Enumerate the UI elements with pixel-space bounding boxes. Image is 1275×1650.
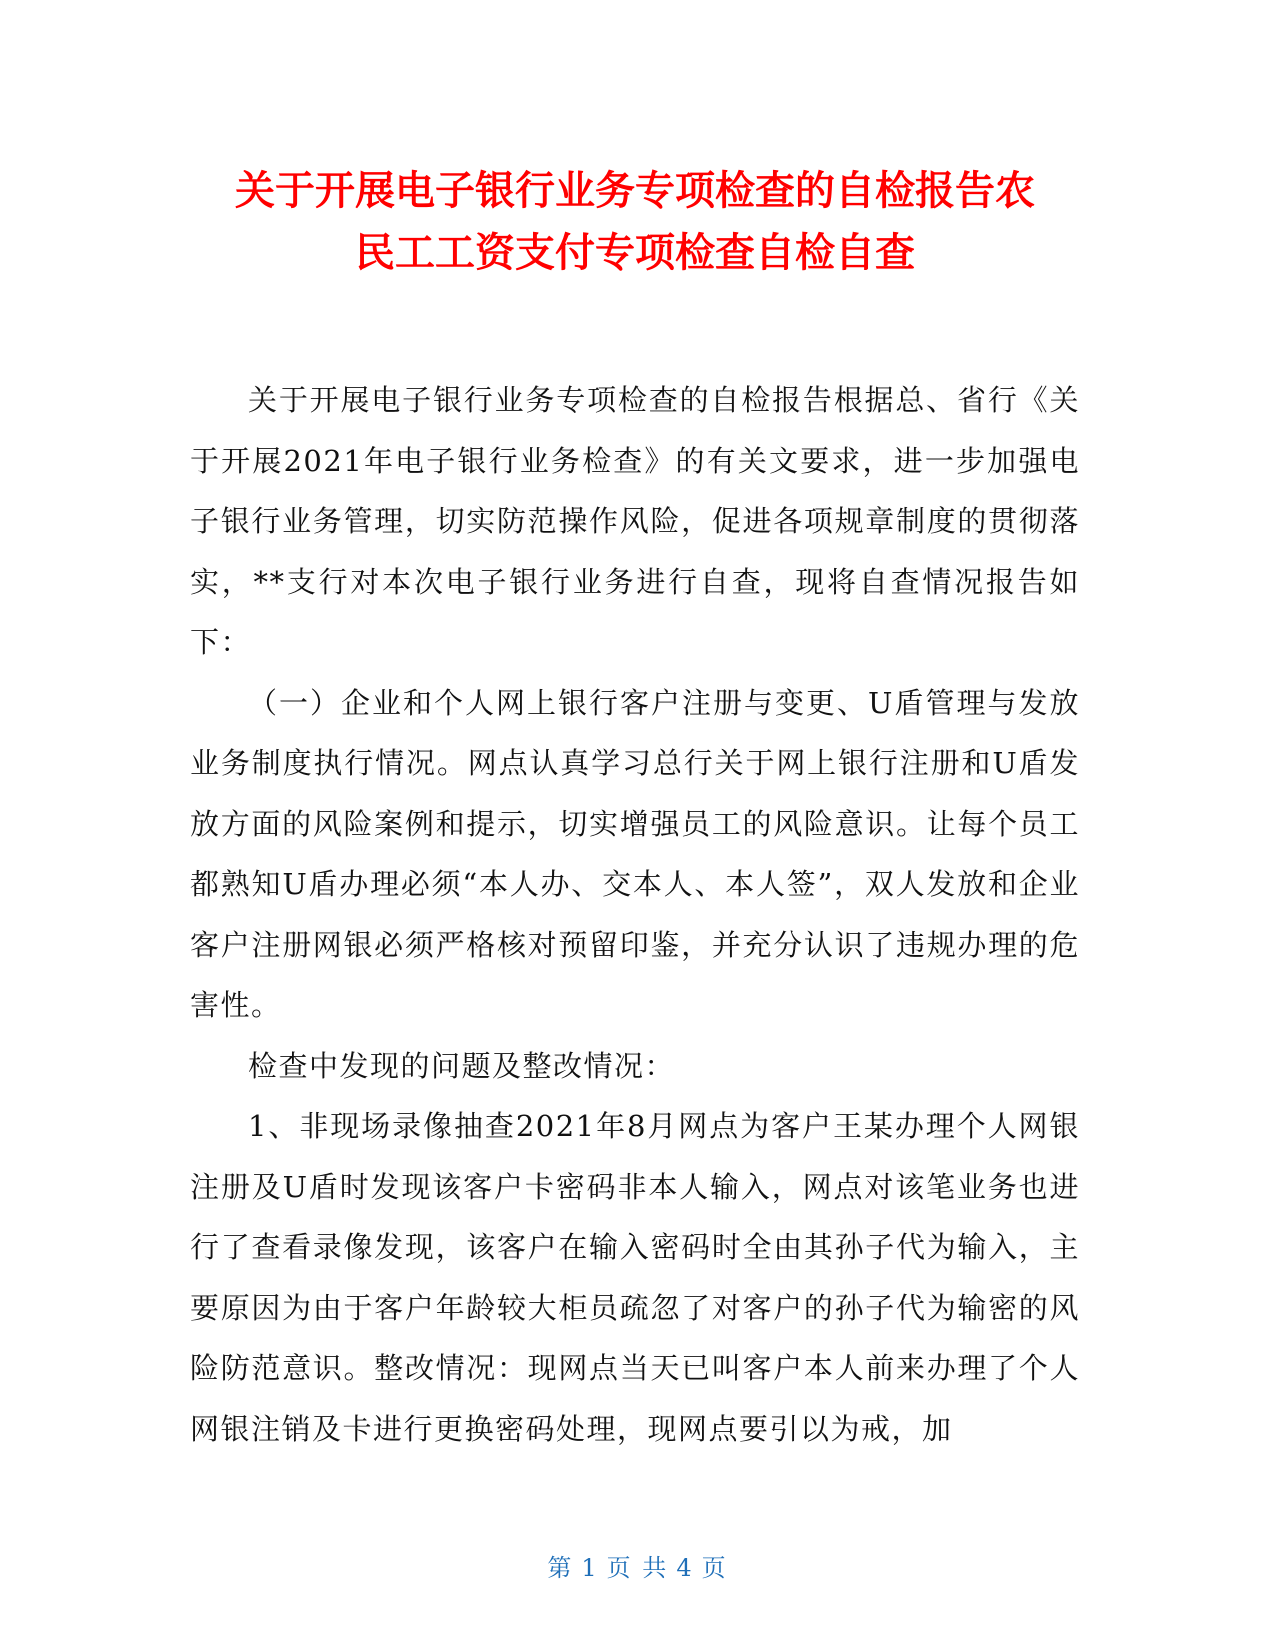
document-body xyxy=(190,370,1080,1459)
footer-suffix: 页 xyxy=(701,1554,728,1582)
body-paragraph-1: 关于开展电子银行业务专项检查的自检报告根据总、省行《关于开展2021年电子银行业务检查》的有关文要求，进一步加强电子银行业务管理，切实防范操作风险，促进各项规章制度的贯彻落实，**支行对本次电子银行业务进行自查，现将自查情况报告如下： xyxy=(190,383,1080,659)
page-footer xyxy=(0,1548,1275,1583)
body-paragraph-2: （一）企业和个人网上银行客户注册与变更、U盾管理与发放业务制度执行情况。网点认真学习总行关于网上银行注册和U盾发放方面的风险案例和提示，切实增强员工的风险意识。让每个员工都熟知U盾办理必须“本人办、交本人、本人签”，双人发放和企业客户注册网银必须严格核对预留印鉴，并充分认识了违规办理的危害性。 xyxy=(190,685,1080,1022)
body-paragraph-3: 检查中发现的问题及整改情况： xyxy=(248,1048,676,1083)
footer-prefix: 第 xyxy=(547,1554,574,1582)
footer-middle: 页 共 xyxy=(606,1554,669,1582)
body-paragraph-4: 1、非现场录像抽查2021年8月网点为客户王某办理个人网银注册及U盾时发现该客户卡密码非本人输入，网点对该笔业务也进行了查看录像发现，该客户在输入密码时全由其孙子代为输入，主要原因为由于客户年龄较大柜员疏忽了对客户的孙子代为输密的风险防范意识。整改情况：现网点当天已叫客户本人前来办理了个人网银注销及卡进行更换密码处理，现网点要引以为戒，加 xyxy=(190,1109,1080,1446)
document-title xyxy=(180,160,1090,284)
footer-current-page: 1 xyxy=(581,1554,599,1582)
title-line-1: 关于开展电子银行业务专项检查的自检报告农 xyxy=(235,168,1035,214)
footer-total-pages: 4 xyxy=(676,1554,694,1582)
title-line-2: 民工工资支付专项检查自检自查 xyxy=(355,230,915,276)
